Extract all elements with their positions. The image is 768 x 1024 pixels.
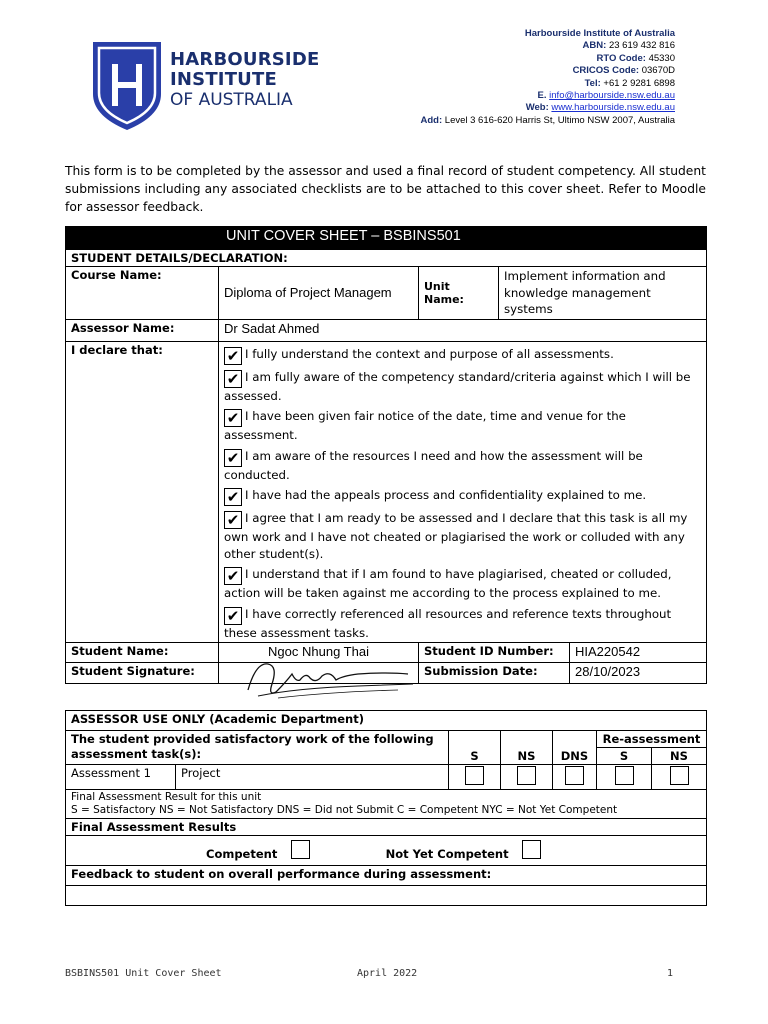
declaration-checkbox[interactable]: ✔: [224, 607, 242, 625]
course-name-field[interactable]: Diploma of Project Managem: [219, 267, 419, 320]
institute-wordmark: [170, 50, 319, 110]
web-label: Web: [525, 102, 546, 114]
cover-sheet-title: UNIT COVER SHEET – BSBINS501: [66, 227, 707, 250]
declaration-item: ✔ I have had the appeals process and confidentiality explained to me.: [224, 487, 701, 506]
declaration-checkbox[interactable]: ✔: [224, 567, 242, 585]
declare-label: I declare that:: [66, 341, 219, 643]
submission-date-label: Submission Date:: [419, 663, 570, 684]
student-name-label: Student Name:: [66, 643, 219, 663]
abn-value: 23 619 432 816: [608, 40, 675, 52]
competent-label: Competent: [206, 847, 278, 861]
student-id-label: Student ID Number:: [419, 643, 570, 663]
declaration-item: ✔ I agree that I am ready to be assessed and I declare that this task is all my own work and I have not cheated or plagiarised the work or colluded with any other student(s).: [224, 511, 688, 561]
declaration-item: ✔ I fully understand the context and purpose of all assessments.: [224, 346, 701, 365]
competency-row: [66, 836, 707, 866]
email-label: E: [537, 90, 544, 102]
tel-label: Tel: [584, 77, 598, 89]
final-result-label: Final Assessment Result for this unit: [71, 791, 262, 803]
declaration-item: ✔ I am aware of the resources I need and how the assessment will be conducted.: [224, 448, 643, 482]
re-ns-checkbox[interactable]: [670, 766, 689, 785]
declaration-checkbox[interactable]: ✔: [224, 488, 242, 506]
footer-page: 1: [667, 968, 674, 979]
rto-label: RTO Code: [596, 52, 643, 64]
unit-name-field[interactable]: Implement information and knowledge management systems: [499, 267, 707, 320]
logo-line-1: HARBOURSIDE: [170, 49, 320, 70]
student-id-field[interactable]: HIA220542: [570, 643, 707, 663]
col-ns: NS: [501, 731, 553, 765]
assessor-table: [65, 710, 707, 906]
cover-sheet-table: [65, 226, 707, 684]
declaration-checkbox[interactable]: ✔: [224, 370, 242, 388]
course-name-label: Course Name:: [66, 267, 219, 320]
footer-code: BSBINS501 Unit Cover Sheet: [65, 968, 222, 979]
task-ns-checkbox[interactable]: [517, 766, 536, 785]
task-name: Assessment 1: [66, 765, 176, 790]
cricos-label: CRICOS Code: [572, 65, 636, 77]
declaration-item: ✔ I understand that if I am found to have plagiarised, cheated or colluded, action will be taken against me according to the process explained to me.: [224, 567, 672, 600]
student-details-heading: STUDENT DETAILS/DECLARATION:: [66, 250, 707, 267]
tel-value: +61 2 9281 6898: [603, 77, 675, 89]
declaration-item: ✔ I am fully aware of the competency standard/criteria against which I will be assessed.: [224, 369, 691, 403]
declaration-checkbox[interactable]: ✔: [224, 449, 242, 467]
re-col-s: S: [597, 748, 652, 765]
submission-date-field[interactable]: 28/10/2023: [570, 663, 707, 684]
address-value: Level 3 616-620 Harris St, Ultimo NSW 2007, Australia: [444, 114, 675, 126]
declaration-item: ✔ I have correctly referenced all resources and reference texts throughout these assessment tasks.: [224, 606, 672, 640]
intro-paragraph: This form is to be completed by the assessor and used a final record of student competency. All student submissions including any associated checklists are to be attached to this cover sheet. Refer to Moodle for assessor feedback.: [65, 164, 706, 214]
satisfactory-work-label: The student provided satisfactory work of the following assessment task(s):: [66, 731, 449, 765]
student-signature-label: Student Signature:: [66, 663, 219, 684]
task-type: Project: [176, 765, 449, 790]
re-s-checkbox[interactable]: [615, 766, 634, 785]
cricos-value: 03670D: [641, 65, 675, 77]
institute-name: Harbourside Institute of Australia: [524, 28, 675, 39]
declaration-list: [219, 341, 707, 643]
col-dns: DNS: [553, 731, 597, 765]
declaration-checkbox[interactable]: ✔: [224, 511, 242, 529]
assessor-name-label: Assessor Name:: [66, 319, 219, 341]
signature-image: [238, 652, 418, 702]
web-link[interactable]: www.harbourside.nsw.edu.au: [551, 102, 675, 114]
result-legend: S = Satisfactory NS = Not Satisfactory DNS = Did not Submit C = Competent NYC = Not Yet Competent: [71, 804, 618, 816]
competent-checkbox[interactable]: [291, 840, 310, 859]
unit-name-label: Unit Name:: [419, 267, 499, 320]
logo-line-2: INSTITUTE: [170, 69, 277, 90]
assessor-use-heading: ASSESSOR USE ONLY (Academic Department): [66, 711, 707, 731]
declaration-checkbox[interactable]: ✔: [224, 347, 242, 365]
final-results-heading: Final Assessment Results: [66, 819, 707, 836]
declaration-checkbox[interactable]: ✔: [224, 409, 242, 427]
logo-line-3: OF AUSTRALIA: [170, 90, 293, 110]
abn-label: ABN: [582, 40, 604, 52]
task-dns-checkbox[interactable]: [565, 766, 584, 785]
feedback-field[interactable]: [66, 886, 707, 906]
email-link[interactable]: info@harbourside.nsw.edu.au: [549, 90, 675, 102]
address-label: Add: [420, 114, 439, 126]
footer-date: April 2022: [357, 968, 418, 979]
not-competent-checkbox[interactable]: [522, 840, 541, 859]
assessor-name-field[interactable]: Dr Sadat Ahmed: [219, 319, 707, 341]
declaration-item: ✔ I have been given fair notice of the date, time and venue for the assessment.: [224, 409, 626, 442]
final-result-legend: [66, 790, 707, 819]
feedback-label: Feedback to student on overall performance during assessment:: [66, 866, 707, 886]
contact-block: Harbourside Institute of Australia ABN: 23 619 432 816 RTO Code: 45330 CRICOS Code: 03670D Tel: +61 2 9281 6898 E. info@harbourside.nsw.edu.au Web: www.harbourside.nsw.edu.au Add: Level 3 616-620 Harris St, Ultimo NSW 2007, Australia: [420, 28, 675, 126]
col-s: S: [449, 731, 501, 765]
institute-shield-logo: [93, 42, 161, 130]
student-name-field[interactable]: Ngoc Nhung Thai: [219, 643, 419, 663]
task-s-checkbox[interactable]: [465, 766, 484, 785]
re-col-ns: NS: [652, 748, 707, 765]
reassessment-heading: Re-assessment: [597, 731, 707, 748]
rto-value: 45330: [648, 52, 675, 64]
not-competent-label: Not Yet Competent: [385, 847, 509, 861]
